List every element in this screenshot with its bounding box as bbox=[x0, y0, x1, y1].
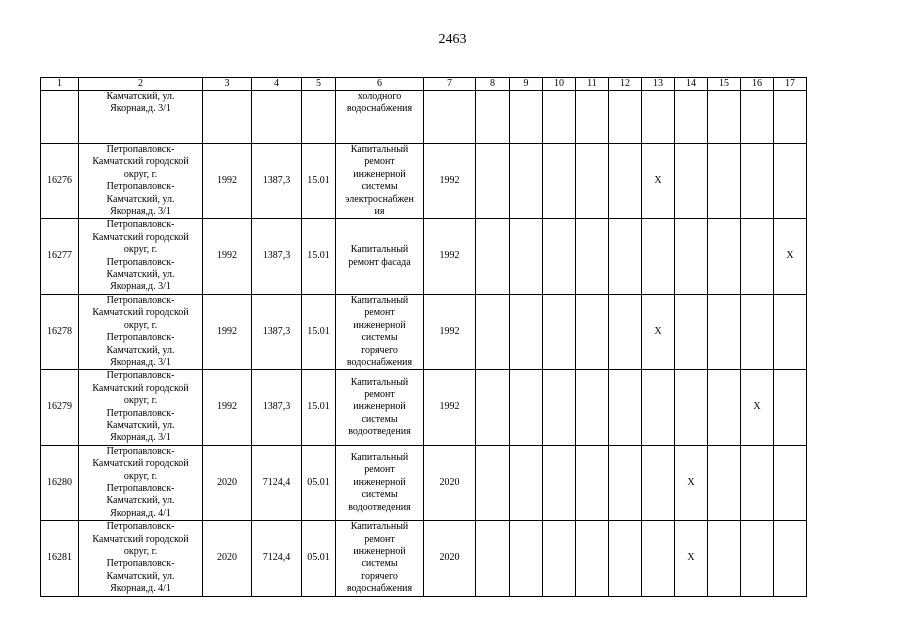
table-row bbox=[41, 219, 807, 294]
empty-cell bbox=[675, 219, 708, 294]
year-cell: 1992 bbox=[203, 219, 252, 294]
empty-cell bbox=[741, 521, 774, 596]
empty-cell bbox=[510, 294, 543, 369]
empty-cell bbox=[543, 219, 576, 294]
empty-cell bbox=[609, 445, 642, 520]
empty-cell bbox=[609, 144, 642, 219]
column-header: 3 bbox=[203, 78, 252, 91]
empty-cell bbox=[642, 370, 675, 445]
empty-cell bbox=[576, 294, 609, 369]
empty-cell bbox=[609, 521, 642, 596]
work-type-cell: Капитальный ремонт инженерной системы водоотведения bbox=[336, 445, 424, 520]
work-type-cell: Капитальный ремонт фасада bbox=[336, 219, 424, 294]
plan-year-cell: 1992 bbox=[424, 219, 476, 294]
empty-cell bbox=[708, 445, 741, 520]
area-cell: 1387,3 bbox=[252, 144, 302, 219]
work-type-cell: холодного водоснабжения bbox=[336, 91, 424, 144]
empty-cell bbox=[424, 91, 476, 144]
address-cell: Петропавловск- Камчатский городской округ, г. Петропавловск- Камчатский, ул. Якорная,д. 3/1 bbox=[79, 219, 203, 294]
work-type-cell: Капитальный ремонт инженерной системы горячего водоснабжения bbox=[336, 294, 424, 369]
empty-cell bbox=[609, 294, 642, 369]
empty-cell bbox=[510, 370, 543, 445]
empty-cell bbox=[476, 294, 510, 369]
empty-cell bbox=[543, 91, 576, 144]
empty-cell bbox=[476, 219, 510, 294]
year-cell: 2020 bbox=[203, 445, 252, 520]
address-cell: Петропавловск- Камчатский городской округ, г. Петропавловск- Камчатский, ул. Якорная,д. 4/1 bbox=[79, 445, 203, 520]
year-cell: 1992 bbox=[203, 144, 252, 219]
empty-cell bbox=[302, 91, 336, 144]
table-header-row bbox=[41, 78, 807, 91]
code-cell: 15.01 bbox=[302, 370, 336, 445]
empty-cell bbox=[675, 370, 708, 445]
empty-cell bbox=[476, 445, 510, 520]
year-cell: 2020 bbox=[203, 521, 252, 596]
empty-cell bbox=[476, 91, 510, 144]
empty-cell bbox=[774, 521, 807, 596]
table-body bbox=[41, 78, 807, 597]
mark-cell: Х bbox=[741, 370, 774, 445]
code-cell: 05.01 bbox=[302, 445, 336, 520]
plan-year-cell: 1992 bbox=[424, 370, 476, 445]
empty-cell bbox=[708, 370, 741, 445]
code-cell: 15.01 bbox=[302, 294, 336, 369]
empty-cell bbox=[642, 219, 675, 294]
column-header: 5 bbox=[302, 78, 336, 91]
empty-cell bbox=[642, 91, 675, 144]
empty-cell bbox=[741, 219, 774, 294]
mark-cell: Х bbox=[774, 219, 807, 294]
empty-cell bbox=[609, 219, 642, 294]
code-cell: 15.01 bbox=[302, 219, 336, 294]
row-id-cell: 16280 bbox=[41, 445, 79, 520]
empty-cell bbox=[510, 219, 543, 294]
empty-cell bbox=[476, 521, 510, 596]
row-id-cell: 16277 bbox=[41, 219, 79, 294]
empty-cell bbox=[708, 219, 741, 294]
empty-cell bbox=[774, 91, 807, 144]
empty-cell bbox=[476, 370, 510, 445]
column-header: 10 bbox=[543, 78, 576, 91]
column-header: 7 bbox=[424, 78, 476, 91]
page-number: 2463 bbox=[438, 32, 467, 47]
column-header: 15 bbox=[708, 78, 741, 91]
column-header: 6 bbox=[336, 78, 424, 91]
data-table bbox=[40, 77, 807, 597]
column-header: 11 bbox=[576, 78, 609, 91]
table-row bbox=[41, 294, 807, 369]
empty-cell bbox=[708, 144, 741, 219]
empty-cell bbox=[675, 91, 708, 144]
column-header: 13 bbox=[642, 78, 675, 91]
empty-cell bbox=[203, 91, 252, 144]
empty-cell bbox=[609, 370, 642, 445]
table-row bbox=[41, 521, 807, 596]
area-cell: 1387,3 bbox=[252, 219, 302, 294]
empty-cell bbox=[510, 445, 543, 520]
address-cell: Петропавловск- Камчатский городской округ, г. Петропавловск- Камчатский, ул. Якорная,д. 4/1 bbox=[79, 521, 203, 596]
table-row bbox=[41, 445, 807, 520]
empty-cell bbox=[642, 445, 675, 520]
row-id-cell: 16278 bbox=[41, 294, 79, 369]
empty-cell bbox=[741, 91, 774, 144]
empty-cell bbox=[708, 294, 741, 369]
empty-cell bbox=[741, 294, 774, 369]
empty-cell bbox=[576, 445, 609, 520]
empty-cell bbox=[708, 91, 741, 144]
work-type-cell: Капитальный ремонт инженерной системы электроснабжен ия bbox=[336, 144, 424, 219]
column-header: 16 bbox=[741, 78, 774, 91]
empty-cell bbox=[741, 445, 774, 520]
mark-cell: Х bbox=[675, 445, 708, 520]
area-cell: 7124,4 bbox=[252, 521, 302, 596]
plan-year-cell: 2020 bbox=[424, 445, 476, 520]
empty-cell bbox=[510, 91, 543, 144]
empty-cell bbox=[774, 445, 807, 520]
year-cell: 1992 bbox=[203, 294, 252, 369]
address-cell: Камчатский, ул. Якорная,д. 3/1 bbox=[79, 91, 203, 144]
empty-cell bbox=[708, 521, 741, 596]
work-type-cell: Капитальный ремонт инженерной системы горячего водоснабжения bbox=[336, 521, 424, 596]
empty-cell bbox=[510, 144, 543, 219]
empty-cell bbox=[774, 294, 807, 369]
mark-cell: Х bbox=[675, 521, 708, 596]
area-cell: 1387,3 bbox=[252, 370, 302, 445]
empty-cell bbox=[252, 91, 302, 144]
row-id-cell: 16281 bbox=[41, 521, 79, 596]
empty-cell bbox=[675, 294, 708, 369]
row-id-cell: 16279 bbox=[41, 370, 79, 445]
area-cell: 7124,4 bbox=[252, 445, 302, 520]
empty-cell bbox=[543, 294, 576, 369]
empty-cell bbox=[576, 521, 609, 596]
empty-cell bbox=[774, 370, 807, 445]
address-cell: Петропавловск- Камчатский городской округ, г. Петропавловск- Камчатский, ул. Якорная,д. 3/1 bbox=[79, 294, 203, 369]
empty-cell bbox=[41, 91, 79, 144]
column-header: 1 bbox=[41, 78, 79, 91]
empty-cell bbox=[543, 370, 576, 445]
row-id-cell: 16276 bbox=[41, 144, 79, 219]
code-cell: 15.01 bbox=[302, 144, 336, 219]
table-row bbox=[41, 144, 807, 219]
empty-cell bbox=[543, 445, 576, 520]
empty-cell bbox=[609, 91, 642, 144]
empty-cell bbox=[642, 521, 675, 596]
column-header: 8 bbox=[476, 78, 510, 91]
empty-cell bbox=[476, 144, 510, 219]
empty-cell bbox=[576, 219, 609, 294]
table-row bbox=[41, 370, 807, 445]
empty-cell bbox=[774, 144, 807, 219]
work-type-cell: Капитальный ремонт инженерной системы водоотведения bbox=[336, 370, 424, 445]
address-cell: Петропавловск- Камчатский городской округ, г. Петропавловск- Камчатский, ул. Якорная,д. 3/1 bbox=[79, 144, 203, 219]
mark-cell: Х bbox=[642, 144, 675, 219]
table-row-continuation bbox=[41, 91, 807, 144]
empty-cell bbox=[510, 521, 543, 596]
empty-cell bbox=[576, 144, 609, 219]
address-cell: Петропавловск- Камчатский городской округ, г. Петропавловск- Камчатский, ул. Якорная,д. 3/1 bbox=[79, 370, 203, 445]
column-header: 4 bbox=[252, 78, 302, 91]
column-header: 2 bbox=[79, 78, 203, 91]
plan-year-cell: 2020 bbox=[424, 521, 476, 596]
empty-cell bbox=[543, 521, 576, 596]
plan-year-cell: 1992 bbox=[424, 294, 476, 369]
plan-year-cell: 1992 bbox=[424, 144, 476, 219]
empty-cell bbox=[675, 144, 708, 219]
year-cell: 1992 bbox=[203, 370, 252, 445]
column-header: 17 bbox=[774, 78, 807, 91]
empty-cell bbox=[741, 144, 774, 219]
area-cell: 1387,3 bbox=[252, 294, 302, 369]
column-header: 12 bbox=[609, 78, 642, 91]
empty-cell bbox=[576, 370, 609, 445]
code-cell: 05.01 bbox=[302, 521, 336, 596]
empty-cell bbox=[543, 144, 576, 219]
column-header: 14 bbox=[675, 78, 708, 91]
column-header: 9 bbox=[510, 78, 543, 91]
mark-cell: Х bbox=[642, 294, 675, 369]
empty-cell bbox=[576, 91, 609, 144]
